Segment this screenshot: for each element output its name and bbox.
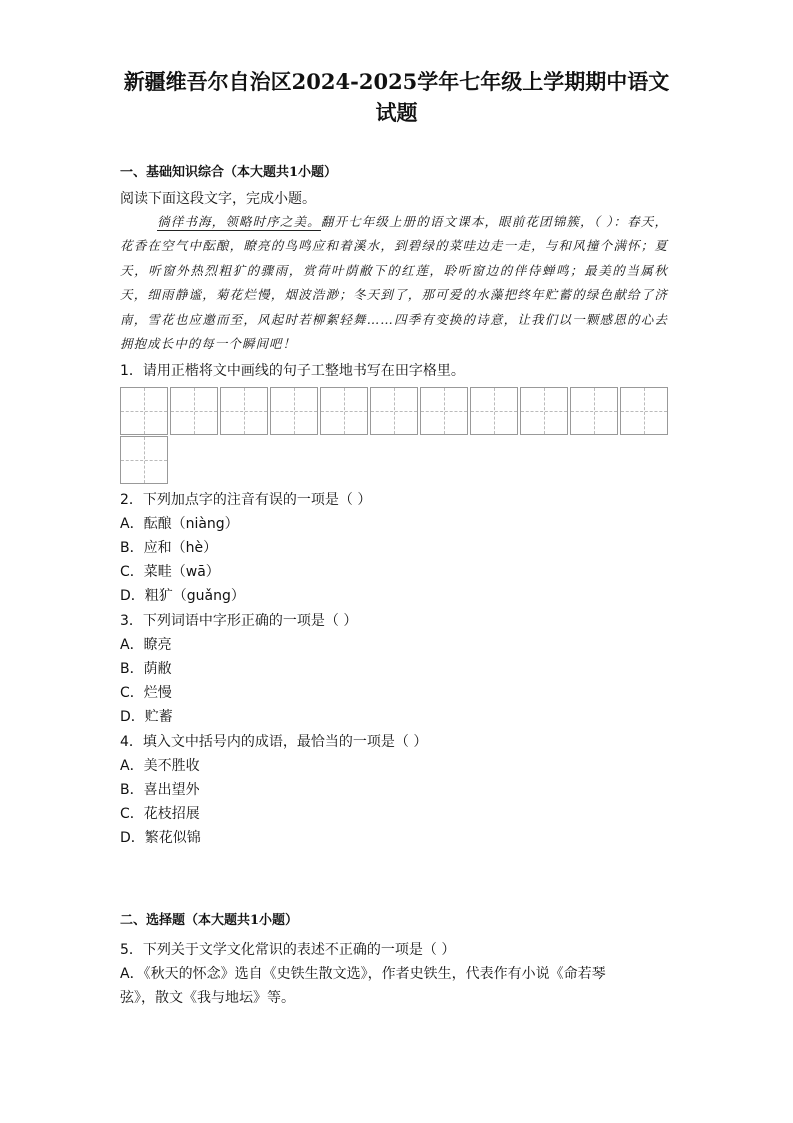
- question-2-option-a[interactable]: A．酝酿（niàng）: [120, 516, 239, 532]
- grid-cell[interactable]: [270, 387, 318, 435]
- question-2-option-c[interactable]: C．菜畦（wā）: [120, 564, 220, 580]
- question-2-option-b[interactable]: B．应和（hè）: [120, 540, 218, 556]
- grid-cell[interactable]: [170, 387, 218, 435]
- section-1-heading: 一、基础知识综合（本大题共1小题）: [120, 165, 338, 180]
- reading-instruction: 阅读下面这段文字，完成小题。: [120, 191, 316, 207]
- grid-cell[interactable]: [570, 387, 618, 435]
- document-title: 新疆维吾尔自治区2024-2025学年七年级上学期期中语文: [123, 69, 670, 94]
- question-2-option-d[interactable]: D．粗犷（guǎng）: [120, 588, 245, 604]
- question-1-stem: 1．请用正楷将文中画线的句子工整地书写在田字格里。: [120, 363, 465, 379]
- question-5-stem: 5．下列关于文学文化常识的表述不正确的一项是（ ）: [120, 942, 456, 958]
- question-4-option-a[interactable]: A．美不胜收: [120, 758, 200, 774]
- reading-passage: [120, 210, 668, 356]
- grid-cell[interactable]: [220, 387, 268, 435]
- question-5-option-a[interactable]: A．《秋天的怀念》选自《史铁生散文选》，作者史铁生，代表作有小说《命若琴: [120, 966, 606, 982]
- question-3-option-c[interactable]: C．烂慢: [120, 685, 172, 701]
- grid-cell[interactable]: [320, 387, 368, 435]
- question-4-option-d[interactable]: D．繁花似锦: [120, 830, 201, 846]
- underlined-sentence: 徜徉书海，领略时序之美。: [157, 214, 321, 229]
- question-3-option-d[interactable]: D．贮蓄: [120, 709, 173, 725]
- question-3-option-b[interactable]: B．荫敝: [120, 661, 172, 677]
- question-5-option-a-continued: 弦》，散文《我与地坛》等。: [120, 990, 295, 1006]
- question-3-stem: 3．下列词语中字形正确的一项是（ ）: [120, 613, 358, 629]
- document-title-continued: 试题: [375, 100, 418, 125]
- section-2-heading: 二、选择题（本大题共1小题）: [120, 913, 299, 928]
- question-2-stem: 2．下列加点字的注音有误的一项是（ ）: [120, 492, 372, 508]
- grid-cell[interactable]: [370, 387, 418, 435]
- grid-cell[interactable]: [620, 387, 668, 435]
- question-3-option-a[interactable]: A．瞭亮: [120, 637, 172, 653]
- grid-cell[interactable]: [520, 387, 568, 435]
- grid-cell[interactable]: [420, 387, 468, 435]
- passage-text: 翻开七年级上册的语文课本，眼前花团锦簇，（ ）：春天，花香在空气中酝酿，瞭亮的鸟鸣应和着溪水，到碧绿的菜哇边走一走，与和风撞个满怀；夏天，听窗外热烈粗犷的骤雨，赏荷叶荫敝下的红莲，聆听窗边的伴侍蝉鸣；最美的当属秋天，细雨静谧，菊花烂慢，烟波浩渺；冬天到了，那可爱的水藻把终年贮蓄的绿色献给了济南，雪花也应邀而至，风起时若柳絮轻舞……四季有变换的诗意，让我们以一颗感恩的心去拥抱成长中的每一个瞬间吧！: [120, 214, 668, 352]
- question-4-option-b[interactable]: B．喜出望外: [120, 782, 200, 798]
- question-4-option-c[interactable]: C．花枝招展: [120, 806, 200, 822]
- grid-cell[interactable]: [470, 387, 518, 435]
- grid-cell[interactable]: [120, 436, 168, 484]
- grid-cell[interactable]: [120, 387, 168, 435]
- question-4-stem: 4．填入文中括号内的成语，最恰当的一项是（ ）: [120, 734, 428, 750]
